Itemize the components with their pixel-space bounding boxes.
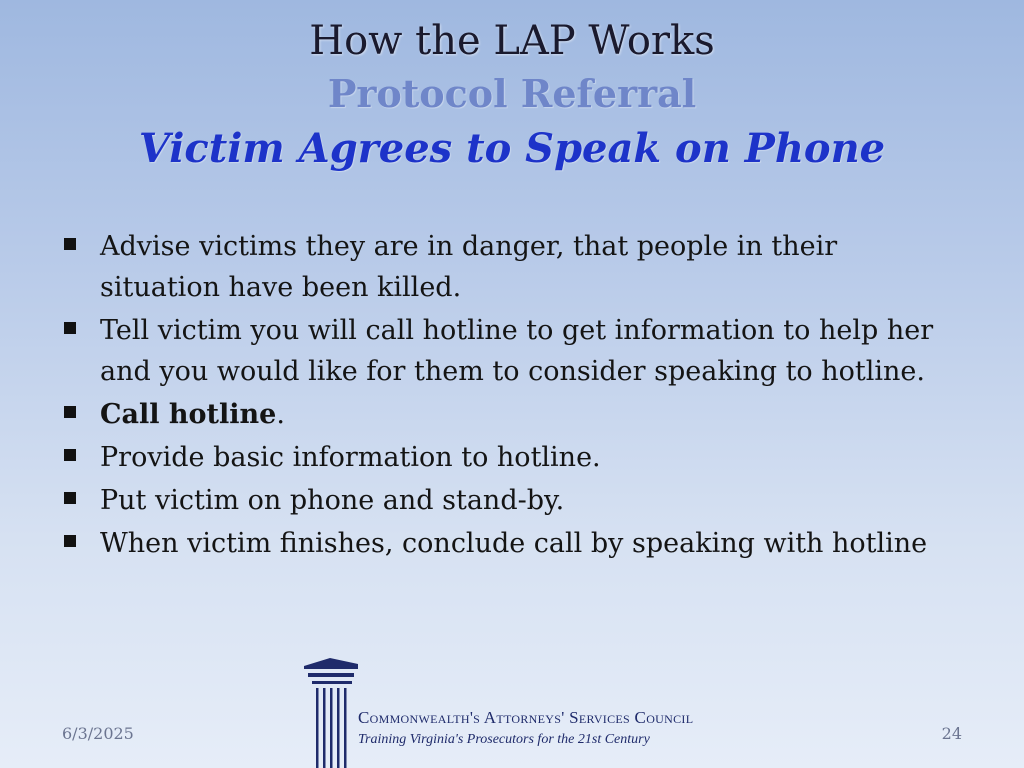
organization-logo: [300, 656, 730, 768]
slide-subtitle: Protocol Referral: [327, 71, 697, 116]
square-bullet-icon: [64, 406, 76, 418]
slide-title-block: [0, 14, 1024, 178]
bullet-item: [62, 394, 962, 435]
capitol-column-icon: [300, 656, 360, 768]
bullet-text: Provide basic information to hotline.: [100, 442, 601, 473]
slide-heading: Victim Agrees to Speak on Phone: [138, 125, 886, 172]
bullet-text: Tell victim you will call hotline to get information to help her and you would like for them to consider speaking to hotline.: [100, 315, 934, 387]
bullet-item: [62, 437, 962, 478]
square-bullet-icon: [64, 535, 76, 547]
bullet-item: [62, 480, 962, 521]
org-tagline: Training Virginia's Prosecutors for the 21st Century: [358, 732, 650, 747]
bullet-item: [62, 523, 962, 564]
bullet-text: .: [276, 399, 285, 430]
bullet-text: Advise victims they are in danger, that people in their situation have been killed.: [100, 231, 838, 303]
bullet-item: [62, 226, 962, 308]
footer-date: 6/3/2025: [62, 724, 134, 743]
bullet-text: Put victim on phone and stand-by.: [100, 485, 565, 516]
bullet-bold-text: Call hotline: [100, 399, 277, 430]
square-bullet-icon: [64, 238, 76, 250]
org-name: Commonwealth's Attorneys' Services Council: [358, 708, 694, 727]
page-number: 24: [941, 724, 962, 743]
bullet-item: [62, 310, 962, 392]
square-bullet-icon: [64, 449, 76, 461]
bullet-list: [62, 226, 962, 566]
square-bullet-icon: [64, 492, 76, 504]
square-bullet-icon: [64, 322, 76, 334]
bullet-text: When victim finishes, conclude call by speaking with hotline: [100, 528, 928, 559]
slide-title: How the LAP Works: [309, 18, 715, 64]
